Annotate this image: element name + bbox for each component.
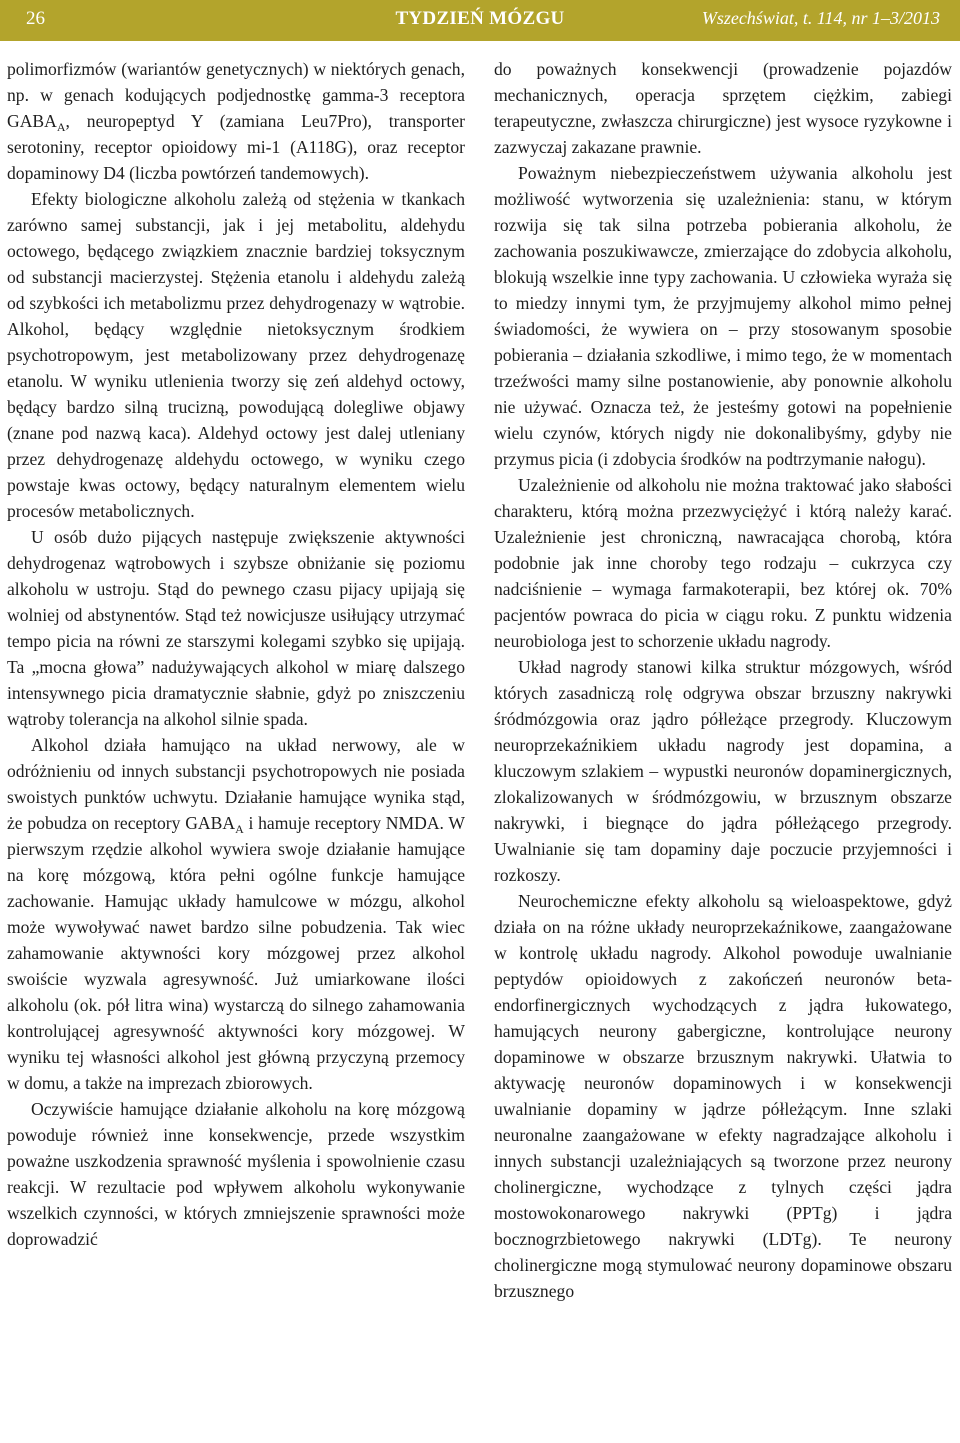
paragraph-text: polimorfizmów (wariantów genetycznych) w niektórych genach, np. w genach kodujących podjednostkę gamma-3 receptora GABA (7, 59, 465, 131)
paragraph: Uzależnienie od alkoholu nie można traktować jako słabości charakteru, którą można przezwyciężyć i którą należy karać. Uzależnienie jest chroniczną, nawracająca chorobą, która podobnie jak inne choroby tego rodzaju – cukrzyca czy nadciśnienie – wymaga farmakoterapii, bez której ok. 70% pacjentów powraca do picia w ciągu roku. Z punktu widzenia neurobiologa jest to schorzenie układu nagrody. (494, 475, 952, 651)
paragraph-text: , neuropeptyd Y (zamiana Leu7Pro), transporter serotoniny, receptor opioidowy mi-1 (A118G), oraz receptor dopaminowy D4 (liczba powtórzeń tandemowych). (7, 111, 465, 183)
paragraph-continuation (7, 56, 465, 186)
right-column (494, 56, 952, 1304)
section-title: TYDZIEŃ MÓZGU (395, 8, 565, 29)
paragraph-continuation: do poważnych konsekwencji (prowadzenie pojazdów mechanicznych, operacja sprzętem ciężkim, zabiegi terapeutyczne, zwłaszcza chirurgiczne) jest wysoce ryzykowne i zazwyczaj zakazane prawnie. (494, 59, 952, 157)
page-number: 26 (26, 8, 45, 29)
left-column (7, 56, 465, 1252)
paragraph: U osób dużo pijących następuje zwiększenie aktywności dehydrogenaz wątrobowych i szybsze obniżanie się poziomu alkoholu w ustroju. Stąd do pewnego czasu pijacy upijają się wolniej od abstynentów. Stąd też nowicjusze usiłujący utrzymać tempo picia na równi ze starszymi kolegami szybko się upijają. Ta „mocna głowa” nadużywających alkohol w miarę dalszego intensywnego picia dramatycznie słabnie, gdyż po zniszczeniu wątroby tolerancja na alkohol silnie spada. (7, 527, 465, 729)
subscript: A (235, 822, 244, 836)
paragraph-text: i hamuje receptory NMDA. W pierwszym rzędzie alkohol wywiera swoje działanie hamujące na korę mózgową, która pełni ogólne funkcje hamujące zachowanie. Hamując układy hamulcowe w mózgu, alkohol może wywoływać nawet bardzo silne pobudzenia. Tak wiec zahamowanie aktywności kory mózgowej przez alkohol swoiście wyzwala agresywność. Już umiarkowane ilości alkoholu (ok. pół litra wina) wystarczą do silnego zahamowania kontrolującej agresywność aktywności kory mózgowej. W wyniku tej własności alkohol jest główną przyczyną przemocy w domu, a także na imprezach zbiorowych. (7, 813, 465, 1093)
paragraph: Efekty biologiczne alkoholu zależą od stężenia w tkankach zarówno samej substancji, jak i jej metabolitu, aldehydu octowego, będącego związkiem znacznie bardziej toksycznym od substancji macierzystej. Stężenia etanolu i aldehydu zależą od szybkości ich metabolizmu przez dehydrogenazy w wątrobie. Alkohol, będący względnie nietoksycznym środkiem psychotropowym, jest metabolizowany przez dehydrogenazę etanolu. W wyniku utlenienia tworzy się zeń aldehyd octowy, będący bardzo silną trucizną, powodującą dolegliwe objawy (znane pod nazwą kaca). Aldehyd octowy jest dalej utleniany przez dehydrogenazę aldehydu octowego, w wyniku czego powstaje kwas octowy, będący naturalnym elementem wielu procesów metabolicznych. (7, 189, 465, 521)
journal-reference: Wszechświat, t. 114, nr 1–3/2013 (701, 8, 940, 28)
paragraph-text: Alkohol działa hamująco na układ nerwowy, ale w odróżnieniu od innych substancji psychotropowych nie posiada swoistych punktów uchwytu. Działanie hamujące wynika stąd, że pobudza on receptory GABA (7, 735, 465, 833)
paragraph: Neurochemiczne efekty alkoholu są wieloaspektowe, gdyż działa on na różne układy neuroprzekaźnikowe, zaangażowane w kontrolę układu nagrody. Alkohol powoduje uwalnianie peptydów opioidowych z zakończeń neuronów beta-endorfinergicznych wychodzących z jądra łukowatego, hamujących neurony gabergiczne, kontrolujące neurony dopaminowe w obszarze brzusznym nakrywki. Ułatwia to aktywację neuronów dopaminowych i w konsekwencji uwalnianie dopaminy w jądrze półleżącym. Inne szlaki neuronalne zaangażowane w efekty nagradzające alkoholu i innych substancji uzależniających są tworzone przez neurony cholinergiczne, wychodzące z tylnych części jądra mostowokonarowego nakrywki (PPTg) i jądra bocznogrzbietowego nakrywki (LDTg). Te neurony cholinergiczne mogą stymulować neurony dopaminowe obszaru brzusznego (494, 891, 952, 1301)
page-header (0, 0, 960, 41)
paragraph: Poważnym niebezpieczeństwem używania alkoholu jest możliwość wytworzenia się uzależnienia: stanu, w którym rozwija się tak silna potrzeba pobierania alkoholu, że zachowania poszukiwawcze, zmierzające do zdobycia alkoholu, blokują wszelkie inne typy zachowania. U człowieka wyraża się to miedzy innymi tym, że przyjmujemy alkohol mimo pełnej świadomości, że wywiera on – przy stosowanym sposobie pobierania – działania szkodliwe, i mimo tego, że w momentach trzeźwości mamy silne postanowienie, aby ponownie alkoholu nie używać. Oznacza też, że jesteśmy gotowi na popełnienie wielu czynów, których nigdy nie dokonalibyśmy, gdyby nie przymus picia (i zdobycia środków na podtrzymanie nałogu). (494, 163, 952, 469)
paragraph (7, 732, 465, 1096)
paragraph: Oczywiście hamujące działanie alkoholu na korę mózgową powoduje również inne konsekwencje, przede wszystkim poważne uszkodzenia sprawność myślenia i spowolnienie czasu reakcji. W rezultacie pod wpływem alkoholu wykonywanie wszelkich czynności, w których zmniejszenie sprawności może doprowadzić (7, 1099, 465, 1249)
subscript: A (56, 120, 66, 134)
paragraph: Układ nagrody stanowi kilka struktur mózgowych, wśród których zasadniczą rolę odgrywa obszar brzuszny nakrywki śródmózgowia oraz jądro półleżące przegrody. Kluczowym neuroprzekaźnikiem układu nagrody jest dopamina, a kluczowym szlakiem – wypustki neuronów dopaminergicznych, zlokalizowanych w śródmózgowiu, w brzusznym obszarze nakrywki, i biegnące do jądra półleżącego przegrody. Uwalnianie się tam dopaminy daje poczucie przyjemności i rozkoszy. (494, 657, 952, 885)
